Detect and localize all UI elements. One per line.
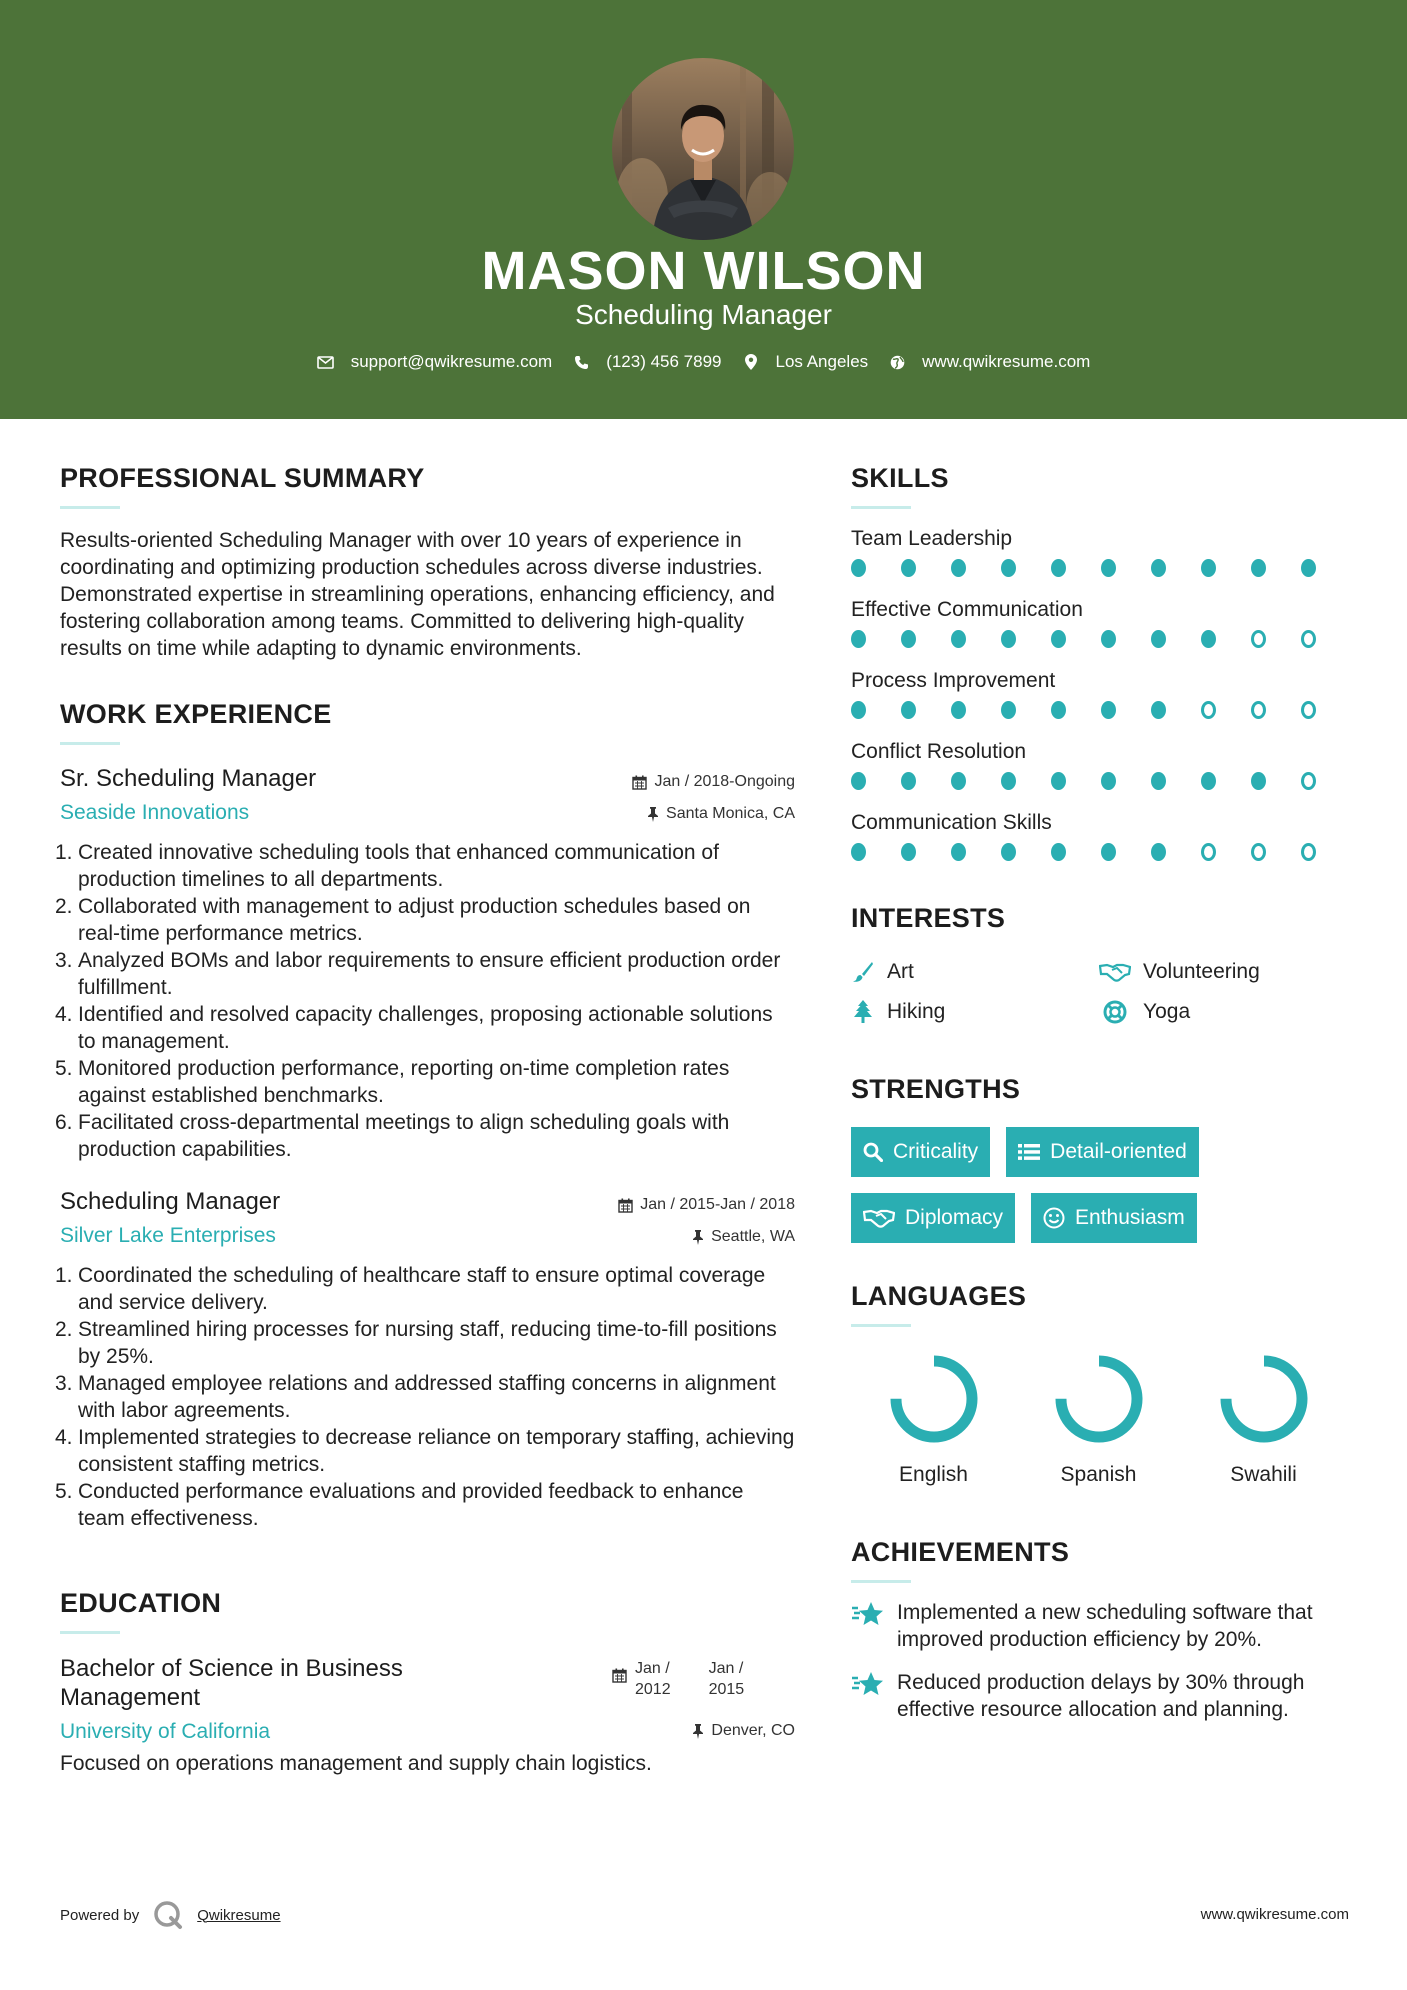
list-icon [1018,1143,1040,1161]
list-item: 2. Collaborated with management to adjust production schedules based on real-time performance metrics. [55,895,751,945]
section-title: EDUCATION [60,1588,222,1618]
phone-text: (123) 456 7899 [606,352,722,371]
rating-dot-filled [1001,630,1016,648]
job-duties [55,839,795,1163]
interest-item: Yoga [1099,1000,1339,1024]
section-title: PROFESSIONAL SUMMARY [60,463,425,493]
rating-dot-filled [1051,701,1066,719]
rating-dot-empty [1301,772,1316,790]
star-icon [851,1601,885,1653]
rating-dot-filled [951,559,966,577]
language-item [1181,1353,1346,1487]
rating-dot-filled [1001,843,1016,861]
skill-row [851,669,1351,719]
job-title: Scheduling Manager [60,1188,281,1215]
footer-website[interactable]: www.qwikresume.com [1200,1906,1349,1923]
interest-item: Hiking [851,1000,1099,1024]
website-text: www.qwikresume.com [922,352,1091,371]
qwikresume-link[interactable]: Qwikresume [197,1906,281,1924]
skill-label: Team Leadership [851,527,1013,550]
rating-dot-filled [951,772,966,790]
contact-bar [0,352,1407,372]
list-item: 3. Managed employee relations and addressed staffing concerns in alignment with labor agreements. [55,1372,776,1422]
rating-dot-filled [851,559,866,577]
strengths-section [851,1074,1351,1259]
rating-dot-filled [1151,843,1166,861]
section-title: LANGUAGES [851,1281,1027,1311]
paintbrush-icon [851,960,875,984]
rating-dot-filled [1201,772,1216,790]
rating-dot-filled [1001,559,1016,577]
rating-dot-empty [1301,701,1316,719]
interests-grid [851,960,1351,1024]
map-pin-icon [742,353,760,371]
section-rule [60,506,120,509]
rating-dot-filled [851,772,866,790]
tree-icon [851,1000,875,1024]
calendar-icon [632,775,647,790]
contact-website[interactable] [888,352,1090,372]
rating-dot-filled [1101,559,1116,577]
section-rule [851,1580,911,1583]
pushpin-icon [692,1724,704,1739]
skill-rating [851,630,1351,648]
rating-dot-filled [1101,843,1116,861]
rating-dot-filled [1051,772,1066,790]
skill-rating [851,701,1351,719]
job-location: Santa Monica, CA [647,805,795,823]
envelope-icon [317,353,335,371]
school-name: University of California [60,1720,271,1743]
summary-text: Results-oriented Scheduling Manager with over 10 years of experience in coordinating and optimizing production schedules across diverse industries. Demonstrated expertise in streamlining operations, enhancing efficiency, and fostering collaboration among teams. Committed to delivering high-quality results on time while adapting to dynamic environments. [60,529,775,660]
left-column [55,463,795,1777]
calendar-icon [618,1198,633,1213]
rating-dot-filled [851,843,866,861]
rating-dot-filled [951,843,966,861]
start-date: Jan / 2012 [635,1660,671,1698]
education-entry [60,1654,795,1777]
rating-dot-filled [1151,701,1166,719]
star-icon [851,1671,885,1723]
rating-dot-filled [1301,559,1316,577]
job-company: Seaside Innovations [60,801,250,824]
profile-photo [612,58,794,240]
achievements-section [851,1537,1351,1723]
rating-dot-filled [951,630,966,648]
rating-dot-filled [1001,701,1016,719]
education-dates [612,1658,744,1700]
rating-dot-filled [901,843,916,861]
rating-dot-empty [1201,701,1216,719]
rating-dot-filled [1201,559,1216,577]
rating-dot-filled [1151,772,1166,790]
education-location: Denver, CO [692,1722,795,1740]
rating-dot-filled [1051,843,1066,861]
interest-item: Volunteering [1099,960,1339,984]
interests-section [851,903,1351,1024]
list-item: 6. Facilitated cross-departmental meetings to align scheduling goals with production capabilities. [55,1111,730,1161]
phone-icon [572,353,590,371]
skill-row [851,740,1351,790]
rating-dot-filled [951,701,966,719]
skill-row [851,527,1351,577]
rating-dot-filled [1251,772,1266,790]
rating-dot-empty [1301,630,1316,648]
rating-dot-filled [851,701,866,719]
skill-row [851,811,1351,861]
rating-dot-filled [1151,559,1166,577]
resume-header [0,0,1407,419]
language-ring [1053,1353,1145,1445]
list-item: 5. Conducted performance evaluations and provided feedback to enhance team effectiveness. [55,1480,744,1530]
rating-dot-filled [901,559,916,577]
section-rule [60,1631,120,1634]
strength-tag: Enthusiasm [1031,1193,1197,1243]
rating-dot-filled [851,630,866,648]
skill-rating [851,559,1351,577]
globe-icon [888,353,906,371]
rating-dot-filled [901,701,916,719]
skill-label: Effective Communication [851,598,1083,621]
skill-label: Communication Skills [851,811,1052,834]
degree-title: Bachelor of Science in Business Management [60,1655,403,1711]
email-text: support@qwikresume.com [350,352,553,371]
smile-icon [1043,1207,1065,1229]
list-item: 4. Implemented strategies to decrease reliance on temporary staffing, achieving consistent staffing metrics. [55,1426,795,1476]
rating-dot-filled [1201,630,1216,648]
achievement-item: Implemented a new scheduling software that improved production efficiency by 20%. [851,1599,1351,1653]
languages-list [851,1353,1351,1487]
rating-dot-empty [1251,701,1266,719]
strength-tag: Diplomacy [851,1193,1015,1243]
experience-section [55,699,795,1532]
powered-by-text: Powered by [60,1906,140,1924]
end-date: Jan / 2015 [708,1660,745,1698]
job-dates: Jan / 2015-Jan / 2018 [618,1196,795,1214]
handshake-icon [1099,960,1131,984]
skill-label: Conflict Resolution [851,740,1027,763]
section-rule [60,742,120,745]
list-item: 5. Monitored production performance, reporting on-time completion rates against established benchmarks. [55,1057,730,1107]
calendar-icon [612,1668,627,1700]
strength-tag: Detail-oriented [1006,1127,1199,1177]
rating-dot-filled [1151,630,1166,648]
list-item: 1. Coordinated the scheduling of healthcare staff to ensure optimal coverage and service delivery. [55,1264,766,1314]
list-item: 3. Analyzed BOMs and labor requirements to ensure efficient production order fulfillment. [55,949,781,999]
job-dates: Jan / 2018-Ongoing [632,773,795,791]
languages-section [851,1281,1351,1487]
language-ring [1218,1353,1310,1445]
summary-section [60,463,795,662]
job-duties [55,1262,795,1532]
strength-tag: Criticality [851,1127,990,1177]
rating-dot-empty [1251,630,1266,648]
location-text: Los Angeles [775,352,869,371]
list-item: 2. Streamlined hiring processes for nursing staff, reducing time-to-fill positions by 25%. [55,1318,777,1368]
rating-dot-filled [1101,772,1116,790]
section-rule [851,1324,911,1327]
section-title: SKILLS [851,463,949,493]
section-title: WORK EXPERIENCE [60,699,332,729]
skill-rating [851,843,1351,861]
pushpin-icon [647,807,659,822]
education-section [60,1588,795,1777]
qwikresume-logo-icon [153,1900,183,1930]
skill-row [851,598,1351,648]
footer-powered-by [60,1900,281,1930]
rating-dot-filled [1001,772,1016,790]
lifebuoy-icon [1099,1000,1131,1024]
skill-rating [851,772,1351,790]
interest-item: Art [851,960,1099,984]
contact-location [742,352,869,372]
rating-dot-filled [1251,559,1266,577]
language-label: English [899,1463,968,1486]
rating-dot-filled [1051,559,1066,577]
section-title: ACHIEVEMENTS [851,1537,1070,1567]
list-item: 1. Created innovative scheduling tools that enhanced communication of production timelines to all departments. [55,841,719,891]
language-item [851,1353,1016,1487]
section-rule [851,506,911,509]
skills-section [851,463,1351,861]
candidate-name: MASON WILSON [481,241,926,301]
language-label: Spanish [1060,1463,1137,1486]
skill-label: Process Improvement [851,669,1056,692]
achievements-list [851,1599,1351,1723]
candidate-role: Scheduling Manager [575,299,832,330]
language-item [1016,1353,1181,1487]
pushpin-icon [692,1230,704,1245]
right-column [851,463,1351,1723]
language-ring [888,1353,980,1445]
list-item: 4. Identified and resolved capacity challenges, proposing actionable solutions to management. [55,1003,773,1053]
job-location: Seattle, WA [692,1228,795,1246]
job-company: Silver Lake Enterprises [60,1224,276,1247]
contact-email[interactable] [317,352,553,372]
strength-tags [851,1127,1371,1259]
section-title: INTERESTS [851,903,1006,933]
handshake-icon [863,1208,895,1228]
language-label: Swahili [1230,1463,1297,1486]
job-entry [55,765,795,1163]
job-title: Sr. Scheduling Manager [60,765,317,792]
rating-dot-filled [901,630,916,648]
education-description: Focused on operations management and supply chain logistics. [60,1752,652,1775]
job-entry [55,1188,795,1532]
rating-dot-filled [1051,630,1066,648]
skills-list [851,527,1351,861]
search-icon [863,1142,883,1162]
achievement-item: Reduced production delays by 30% through effective resource allocation and planning. [851,1669,1351,1723]
rating-dot-filled [1101,701,1116,719]
rating-dot-filled [1101,630,1116,648]
rating-dot-empty [1251,843,1266,861]
rating-dot-filled [901,772,916,790]
section-title: STRENGTHS [851,1074,1021,1104]
rating-dot-empty [1201,843,1216,861]
rating-dot-empty [1301,843,1316,861]
contact-phone[interactable] [572,352,721,372]
